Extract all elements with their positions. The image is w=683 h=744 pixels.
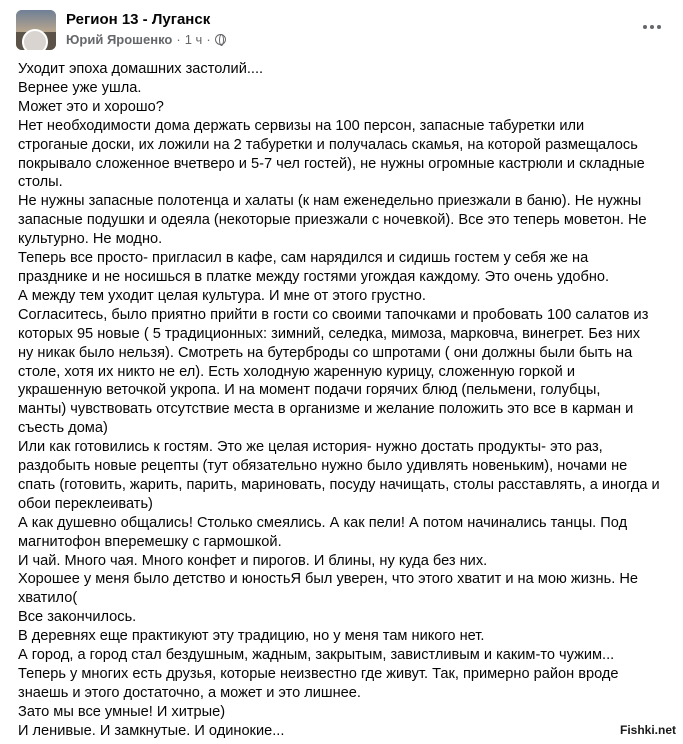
post-text-line: манты) чувствовать отсутствие места в организме и желание положить это все в карман и [18, 401, 634, 418]
post-text-line: обои переклеивать) [18, 495, 153, 512]
post-text-line: И ленивые. И замкнутые. И одинокие... [18, 722, 285, 739]
post-text-line: А город, а город стал бездушным, жадным, закрытым, завистливым и каким-то чужим... [18, 647, 615, 664]
post-time-link[interactable]: 1 ч [184, 32, 203, 47]
post-text-line: съесть дома) [18, 420, 108, 437]
post-text-line: раздобыть новые рецепты (тут обязательно нужно было удивлять новеньким), ночами не [18, 458, 628, 475]
post-text-line: Теперь все просто- пригласил в кафе, сам нарядился и сидишь гостем у себя же на [18, 250, 589, 267]
post-text-line: ну никак было нельзя). Смотреть на бутерброды со шпротами ( они должны были быть на [18, 344, 633, 361]
dot-icon [650, 25, 654, 29]
post-text-line: Нет необходимости дома держать сервизы на 100 персон, запасные табуретки или [18, 117, 585, 134]
author-avatar-icon [22, 29, 48, 50]
post-text-line: Может это и хорошо? [18, 98, 164, 115]
group-name-link[interactable]: Регион 13 - Луганск [66, 11, 211, 28]
post-text-line: спать (готовить, жарить, парить, мариновать, посуду начищать, столы расставлять, а иногда и [18, 476, 660, 493]
globe-icon [215, 34, 226, 45]
post-text-line: культурно. Не модно. [18, 231, 163, 248]
post-text-line: А между тем уходит целая культура. И мне от этого грустно. [18, 287, 426, 304]
post-text-line: украшенную веточкой укропа. И на момент подачи горячих блюд (пельмени, голубцы, [18, 382, 601, 399]
post-text-line: А как душевно общались! Столько смеялись. А как пели! А потом начинались танцы. Под [18, 514, 628, 531]
post-text [18, 60, 668, 741]
post-text-line: Все закончилось. [18, 609, 137, 626]
dot-icon [643, 25, 647, 29]
post-text-line: столы. [18, 174, 63, 191]
post-text-line: Теперь у многих есть друзья, которые неизвестно где живут. Так, примерно район вроде [18, 666, 619, 682]
post-text-line: Согласитесь, было приятно прийти в гости со своими тапочками и пробовать 100 салатов из [18, 306, 649, 323]
more-options-button[interactable] [637, 12, 667, 42]
post-header [16, 10, 667, 54]
post-text-line: Уходит эпоха домашних застолий.... [18, 61, 264, 77]
watermark-logo: Fishki.net [617, 722, 679, 738]
group-avatar[interactable] [16, 10, 56, 50]
post-text-line: В деревнях еще практикуют эту традицию, но у меня там никого нет. [18, 628, 485, 645]
post-text-line: празднике и не носишься в платке между гостями угождая каждому. Это очень удобно. [18, 268, 610, 285]
post-text-line: хватило( [18, 590, 78, 607]
post-text-line: знаешь и этого достаточно, а может и это лишнее. [18, 684, 361, 701]
meta-separator-2: · [206, 32, 211, 47]
post-text-line: Вернее уже ушла. [18, 79, 142, 96]
post-text-line: Или как готовились к гостям. Это же целая история- нужно достать продукты- это раз, [18, 439, 603, 456]
post-text-line: строганые доски, их ложили на 2 табуретки и получалась скамья, на которой размещалось [18, 136, 638, 153]
post-text-line: магнитофон вперемешку с гармошкой. [18, 533, 282, 550]
author-name-link[interactable]: Юрий Ярошенко [66, 32, 173, 47]
post-text-line: которых 95 новые ( 5 традиционных: зимний, селедка, мимоза, марковча, винегрет. Без них [18, 325, 641, 342]
dot-icon [657, 25, 661, 29]
post-meta [66, 32, 226, 47]
post-text-line: Не нужны запасные полотенца и халаты (к нам еженедельно приезжали в баню). Не нужны [18, 193, 642, 210]
post-text-line: покрывало сложенное вчетверо и 5-7 чел гостей), не нужны огромные кастрюли и складные [18, 155, 645, 172]
post-text-line: столе, хотя их никто не ел). Есть холодную жаренную курицу, сложенную горкой и [18, 363, 575, 380]
post-text-line: Хорошее у меня было детство и юностьЯ был уверен, что этого хватит и на мою жизнь. Не [18, 571, 638, 588]
meta-separator: · [176, 32, 181, 47]
post-text-line: запасные подушки и одеяла (некоторые приезжали с ночевкой). Все это теперь моветон. Не [18, 212, 647, 229]
post-text-line: И чай. Много чая. Много конфет и пирогов. И блины, ну куда без них. [18, 552, 488, 569]
post-text-line: Зато мы все умные! И хитрые) [18, 703, 226, 720]
